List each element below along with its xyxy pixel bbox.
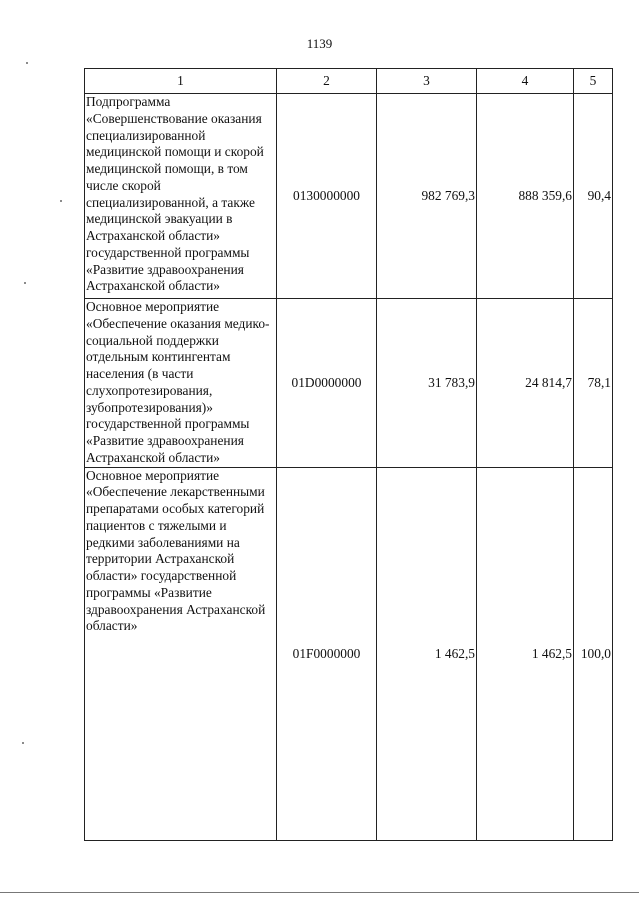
scan-speck [22,742,24,744]
row-code-cell: 01D0000000 [277,299,377,468]
row-name-cell: Основное мероприятие «Обеспечение оказания медико-социальной поддержки отдельным контингентам населения (в части слухопротезирования, зубопротезирования)» государственной программы «Развитие здравоохранения Астраханской области» [85,299,277,468]
scan-speck [60,200,62,202]
column-header-4: 4 [477,69,574,94]
column-header-3: 3 [377,69,477,94]
row-planned-value-cell: 982 769,3 [377,94,477,299]
row-percent-cell: 90,4 [574,94,613,299]
row-name-cell: Основное мероприятие «Обеспечение лекарственными препаратами особых категорий пациентов с тяжелыми и редкими заболеваниями на территории Астраханской области» государственной программы «Развитие здравоохранения Астраханской области» [85,467,277,840]
row-actual-value-cell: 1 462,5 [477,467,574,840]
row-planned-value-cell: 31 783,9 [377,299,477,468]
table-row [85,299,613,468]
row-code-cell: 0130000000 [277,94,377,299]
row-percent-cell: 100,0 [574,467,613,840]
column-header-2: 2 [277,69,377,94]
row-planned-value-cell: 1 462,5 [377,467,477,840]
table-header-row [85,69,613,94]
page-number: 1139 [306,36,333,51]
row-percent-cell: 78,1 [574,299,613,468]
row-code-cell: 01F0000000 [277,467,377,840]
scan-speck [26,62,28,64]
scan-speck [24,282,26,284]
column-header-1: 1 [85,69,277,94]
table-row [85,94,613,299]
page-bottom-edge [0,892,639,893]
table-row [85,467,613,840]
row-actual-value-cell: 24 814,7 [477,299,574,468]
budget-table [84,68,613,841]
row-actual-value-cell: 888 359,6 [477,94,574,299]
column-header-5: 5 [574,69,613,94]
row-name-cell: Подпрограмма «Совершенствование оказания специализированной медицинской помощи и скорой медицинской помощи, в том числе скорой специализированной, а также медицинской эвакуации в Астраханской области» государственной программы «Развитие здравоохранения Астраханской области» [85,94,277,299]
